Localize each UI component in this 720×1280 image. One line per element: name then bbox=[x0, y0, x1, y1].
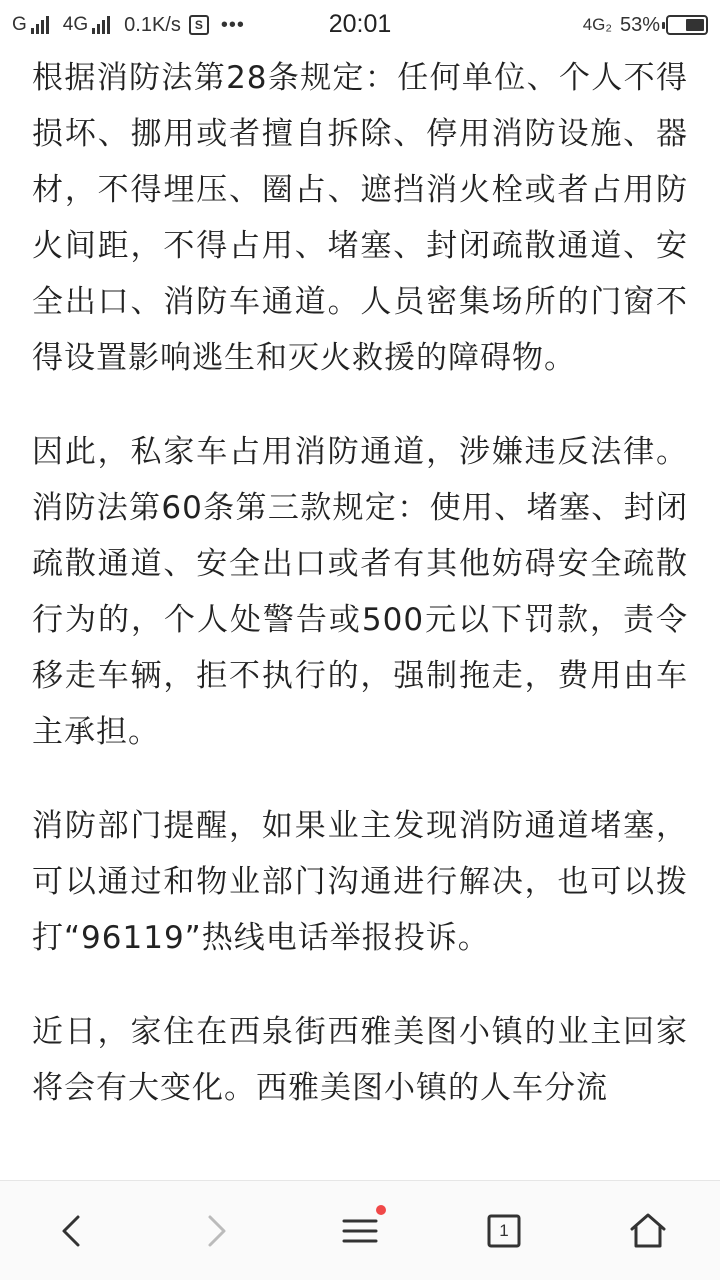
article-paragraph: 消防部门提醒，如果业主发现消防通道堵塞，可以通过和物业部门沟通进行解决，也可以拨打“96119”热线电话举报投诉。 bbox=[32, 808, 688, 956]
status-time: 20:01 bbox=[328, 10, 392, 38]
home-button[interactable] bbox=[616, 1199, 680, 1263]
s-notification-icon: S bbox=[189, 15, 209, 35]
network-type-2: 4G bbox=[62, 14, 89, 35]
battery-icon bbox=[666, 15, 708, 35]
more-notifications-icon: ••• bbox=[220, 13, 245, 36]
bottom-navigation-bar bbox=[0, 1180, 720, 1280]
chevron-left-icon bbox=[52, 1211, 92, 1251]
network-type-right: 4G₂ bbox=[582, 15, 612, 34]
back-button[interactable] bbox=[40, 1199, 104, 1263]
home-icon bbox=[628, 1211, 668, 1251]
status-bar bbox=[0, 0, 720, 50]
tab-count: 1 bbox=[499, 1221, 509, 1240]
battery-fill bbox=[686, 19, 704, 31]
article-content[interactable] bbox=[32, 50, 688, 1180]
status-right bbox=[583, 12, 708, 38]
battery-percent: 53% bbox=[619, 13, 660, 36]
network-type-1: G bbox=[12, 14, 27, 35]
forward-button[interactable] bbox=[184, 1199, 248, 1263]
tabs-button[interactable] bbox=[472, 1199, 536, 1263]
article-paragraph: 近日，家住在西泉街西雅美图小镇的业主回家将会有大变化。西雅美图小镇的人车分流 bbox=[32, 1014, 688, 1106]
menu-button[interactable] bbox=[328, 1199, 392, 1263]
network-speed: 0.1K/s bbox=[124, 13, 181, 36]
chevron-right-icon bbox=[196, 1211, 236, 1251]
article-paragraph: 因此，私家车占用消防通道，涉嫌违反法律。消防法第60条第三款规定：使用、堵塞、封闭疏散通道、安全出口或者有其他妨碍安全疏散行为的，个人处警告或500元以下罚款，责令移走车辆，拒不执行的，强制拖走，费用由车主承担。 bbox=[32, 434, 688, 750]
article-paragraph: 根据消防法第28条规定：任何单位、个人不得损坏、挪用或者擅自拆除、停用消防设施、器材，不得埋压、圈占、遮挡消火栓或者占用防火间距，不得占用、堵塞、封闭疏散通道、安全出口、消防车通道。人员密集场所的门窗不得设置影响逃生和灭火救援的障碍物。 bbox=[32, 60, 688, 376]
notification-dot bbox=[376, 1205, 386, 1215]
hamburger-menu-icon bbox=[340, 1211, 380, 1251]
